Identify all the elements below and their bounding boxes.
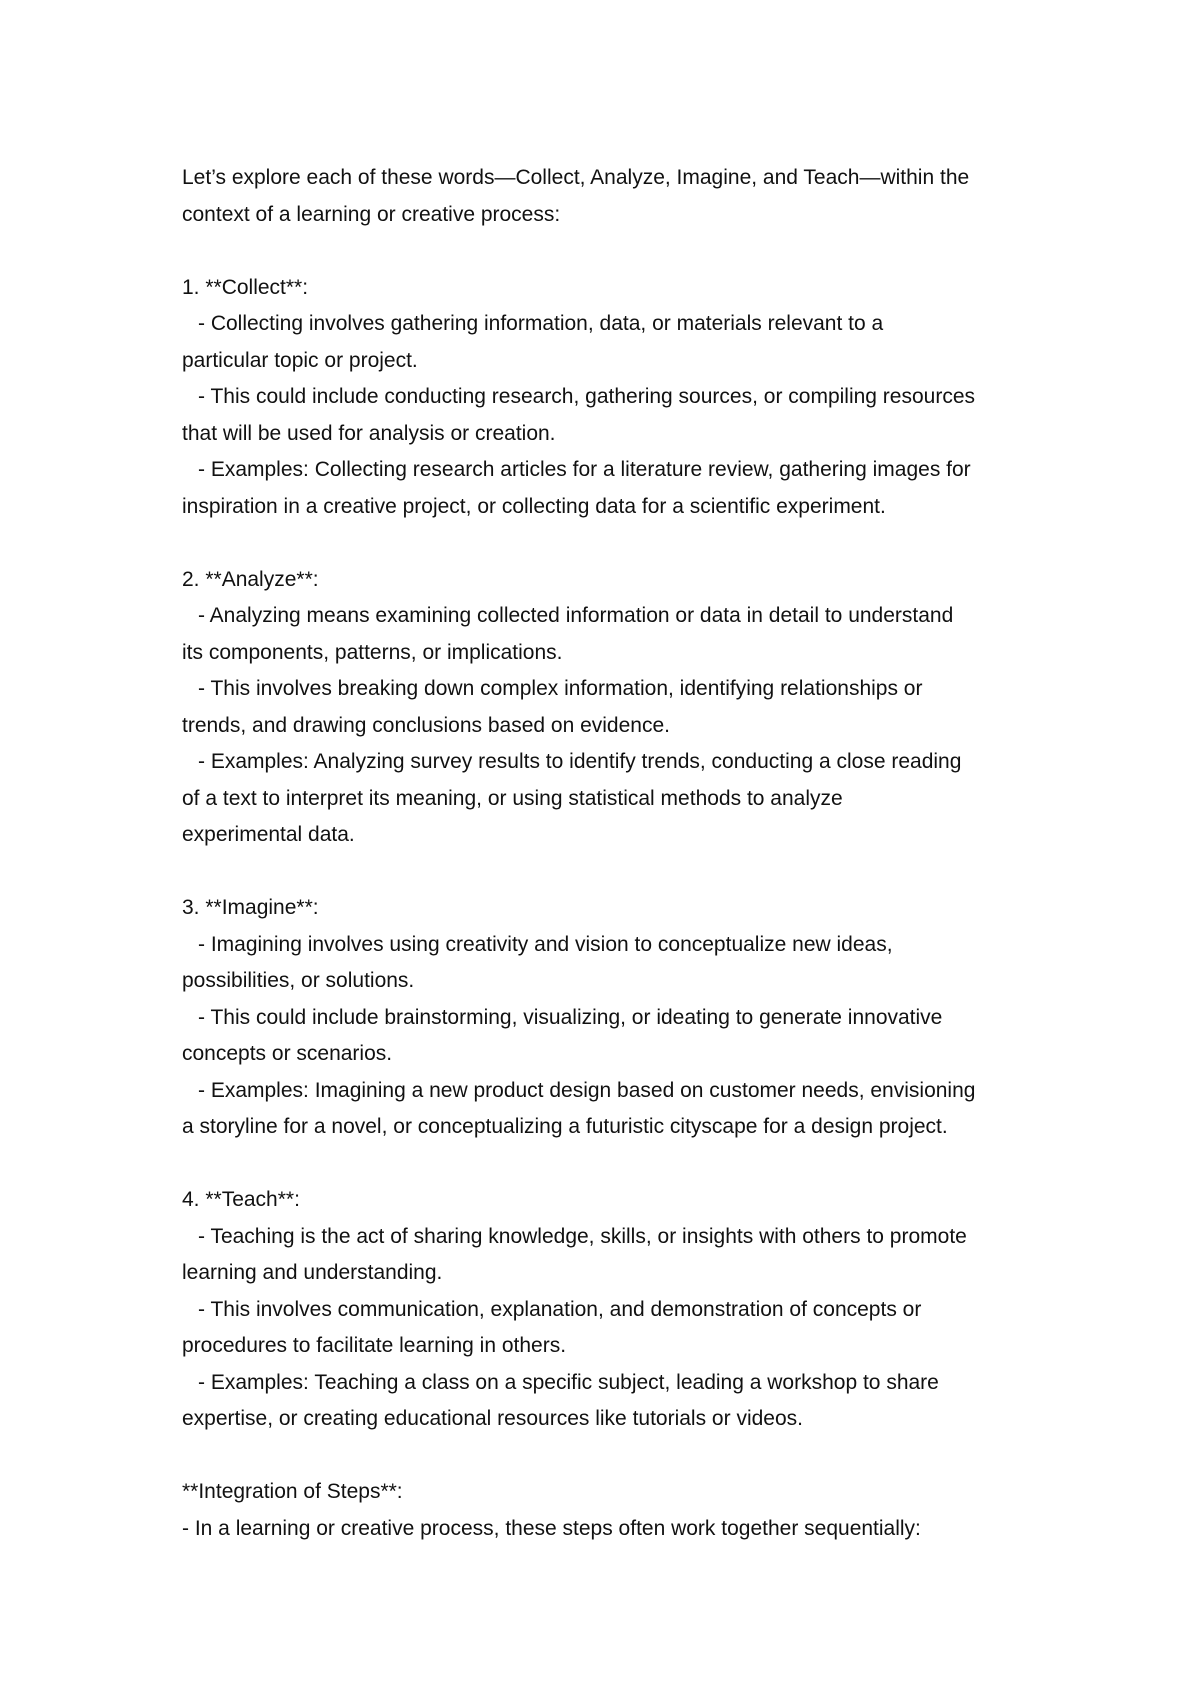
bullet-line: - Imagining involves using creativity and vision to conceptualize new ideas, [198,932,893,956]
integration-line: - In a learning or creative process, these steps often work together sequentially: [182,1516,921,1540]
integration-heading: **Integration of Steps**: [182,1480,403,1503]
bullet-continuation: of a text to interpret its meaning, or using statistical methods to analyze [182,786,843,810]
bullet-continuation: inspiration in a creative project, or collecting data for a scientific experiment. [182,494,886,518]
bullet-line: - Analyzing means examining collected information or data in detail to understand [198,604,954,627]
bullet-line: - This involves breaking down complex information, identifying relationships or [198,677,923,700]
bullet-continuation: that will be used for analysis or creation. [182,421,556,445]
section-heading-analyze: 2. **Analyze**: [182,567,319,591]
section-heading-teach: 4. **Teach**: [182,1188,300,1211]
bullet-continuation: expertise, or creating educational resources like tutorials or videos. [182,1407,803,1430]
bullet-line: - Examples: Analyzing survey results to identify trends, conducting a close reading [198,750,962,773]
bullet-continuation: experimental data. [182,823,355,846]
bullet-continuation: particular topic or project. [182,348,418,372]
intro-line: Let’s explore each of these words—Collect, Analyze, Imagine, and Teach—within the [182,166,970,189]
bullet-continuation: trends, and drawing conclusions based on evidence. [182,713,670,737]
intro-line: context of a learning or creative process: [182,202,561,226]
section-heading-imagine: 3. **Imagine**: [182,896,319,919]
bullet-line: - Examples: Imagining a new product design based on customer needs, envisioning [198,1078,976,1102]
bullet-line: - This could include brainstorming, visualizing, or ideating to generate innovative [198,1005,943,1029]
bullet-continuation: concepts or scenarios. [182,1042,393,1065]
paragraph-gap [182,1146,1042,1183]
paragraph-gap [182,1438,1042,1475]
bullet-line: - This could include conducting research, gathering sources, or compiling resources [198,385,976,408]
bullet-line: - Examples: Collecting research articles for a literature review, gathering images for [198,458,971,481]
bullet-line: - Collecting involves gathering information, data, or materials relevant to a [198,312,884,335]
paragraph-gap [182,525,1042,562]
bullet-continuation: learning and understanding. [182,1261,443,1284]
bullet-line: - Teaching is the act of sharing knowledge, skills, or insights with others to promote [198,1224,967,1248]
bullet-continuation: possibilities, or solutions. [182,969,415,992]
paragraph-gap [182,233,1042,270]
paragraph-gap [182,854,1042,891]
bullet-continuation: procedures to facilitate learning in others. [182,1334,567,1357]
bullet-continuation: its components, patterns, or implications. [182,640,563,664]
bullet-continuation: a storyline for a novel, or conceptualizing a futuristic cityscape for a design project. [182,1115,948,1138]
section-heading-collect: 1. **Collect**: [182,275,309,299]
bullet-line: - This involves communication, explanation, and demonstration of concepts or [198,1297,922,1321]
document-body [182,160,1042,1547]
bullet-line: - Examples: Teaching a class on a specific subject, leading a workshop to share [198,1370,939,1394]
